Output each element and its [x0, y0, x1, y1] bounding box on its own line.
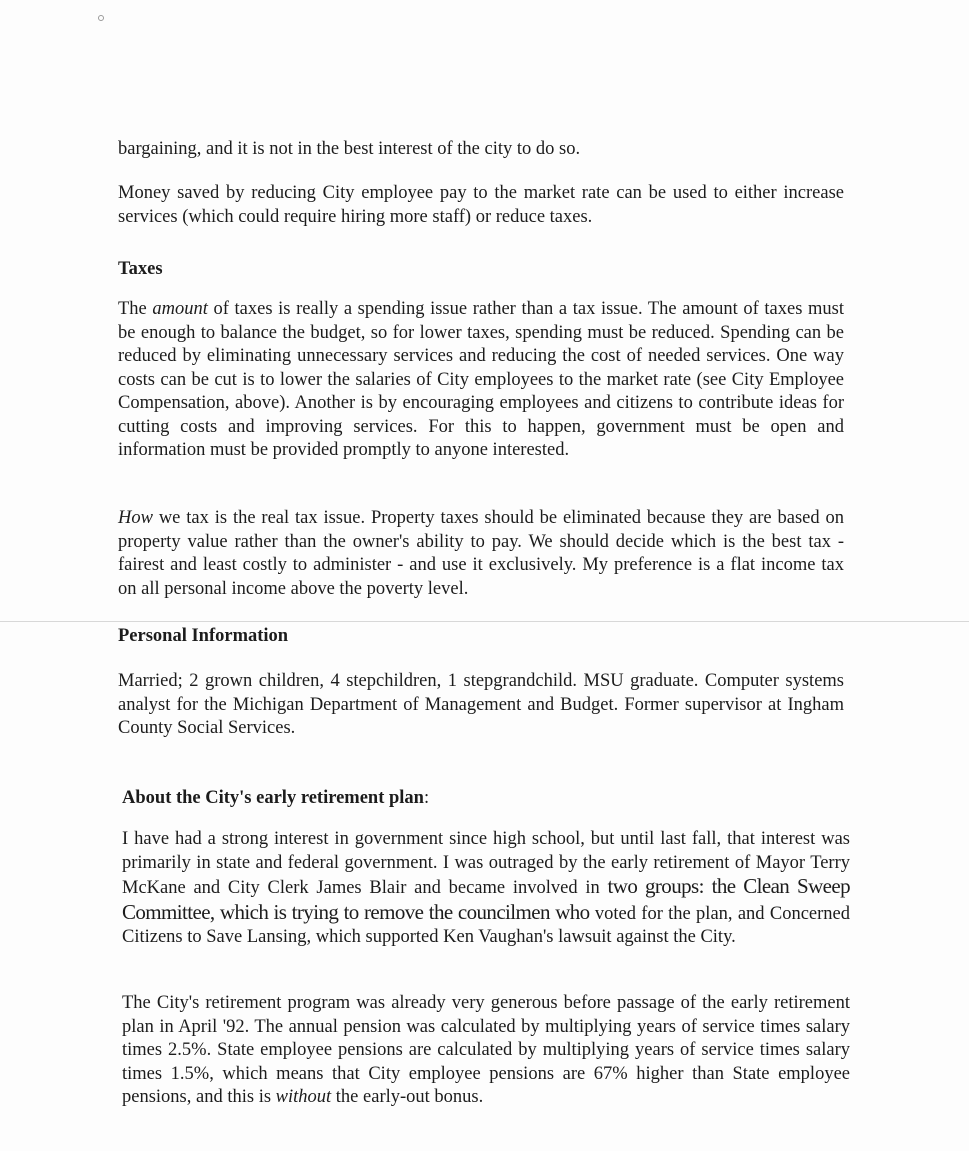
emphasis-how: How	[118, 508, 153, 528]
paragraph-personal	[118, 670, 844, 741]
paragraph-retirement-program	[122, 992, 850, 1110]
text-run: The City's retirement program was already very generous before passage of the early retirement plan in April '92. The annual pension was calculated by multiplying years of service times salary times 2.5%. State employee pensions are calculated by multiplying years of service times salary times 1.5%, which means that City employee pensions are 67% higher than State employee pensions, and this is	[122, 993, 850, 1107]
paragraph-text	[122, 828, 850, 950]
text-run: I have had a strong interest in government since high school, but until last fall, that interest was primarily in state and federal government. I was outraged by the early retirement of Mayor Terry McKane and City Clerk James Blair and became involved in	[122, 829, 850, 898]
page-fold-line	[0, 621, 969, 622]
text-run: The	[118, 299, 153, 319]
paragraph-text	[118, 507, 844, 601]
paragraph-text: bargaining, and it is not in the best interest of the city to do so.	[118, 139, 581, 159]
paragraph-money-saved	[118, 182, 844, 229]
heading-taxes: Taxes	[118, 259, 163, 279]
paragraph-text	[122, 992, 850, 1110]
emphasis-amount: amount	[152, 299, 208, 319]
text-run: the early-out bonus.	[331, 1087, 484, 1107]
text-run: we tax is the real tax issue. Property taxes should be eliminated because they are based on property value rather than the owner's ability to pay. We should decide which is the best tax - fairest and least costly to administer - and use it exclusively. My preference is a flat income tax on all personal income above the poverty level.	[118, 508, 844, 599]
paper-speck	[98, 15, 104, 21]
paragraph-text: Money saved by reducing City employee pay to the market rate can be used to either increase services (which could require hiring more staff) or reduce taxes.	[118, 183, 844, 227]
paragraph-interest-in-government	[122, 828, 850, 950]
paragraph-bargaining	[118, 138, 844, 162]
paragraph-how-we-tax	[118, 507, 844, 601]
heading-retirement-plan	[122, 787, 429, 810]
text-run-condensed: two groups: the Clean Sweep Committee, which is trying to remove the councilmen who	[122, 874, 850, 924]
paragraph-text: Married; 2 grown children, 4 stepchildren, 1 stepgrandchild. MSU graduate. Computer systems analyst for the Michigan Department of Management and Budget. Former supervisor at Ingham County Social Services.	[118, 671, 844, 738]
text-run: voted for the plan, and Concerned Citizens to Save Lansing, which supported Ken Vaughan's lawsuit against the City.	[122, 903, 850, 947]
text-run: of taxes is really a spending issue rather than a tax issue. The amount of taxes must be enough to balance the budget, so for lower taxes, spending must be reduced. Spending can be reduced by eliminating unnecessary services and reducing the cost of needed services. One way costs can be cut is to lower the salaries of City employees to the market rate (see City Employee Compensation, above). Another is by encouraging employees and citizens to contribute ideas for cutting costs and improving services. For this to happen, government must be open and information must be provided promptly to anyone interested.	[118, 299, 844, 460]
heading-personal-information: Personal Information	[118, 626, 289, 646]
heading-colon: :	[423, 788, 430, 808]
paragraph-text	[118, 298, 844, 463]
emphasis-without: without	[275, 1087, 332, 1107]
heading-text: About the City's early retirement plan	[122, 788, 424, 808]
paragraph-tax-amount	[118, 298, 844, 463]
